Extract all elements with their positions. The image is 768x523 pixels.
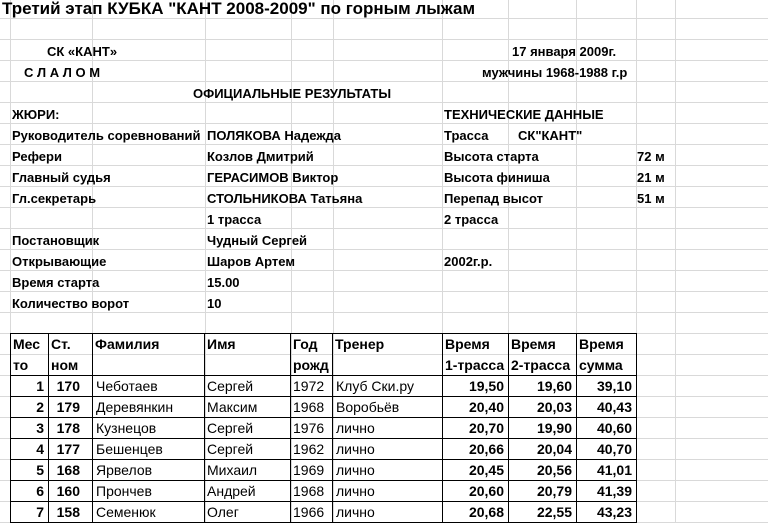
- column-header-sub: сумма: [579, 357, 623, 373]
- track-value: СК"КАНТ": [518, 128, 583, 143]
- table-cell-bib: 168: [56, 462, 80, 478]
- column-header: Время: [445, 336, 490, 352]
- table-cell-place: 1: [36, 378, 44, 394]
- table-cell-name: Максим: [207, 399, 258, 415]
- table-cell-t2: 22,55: [536, 504, 572, 520]
- table-cell-year: 1962: [293, 441, 325, 457]
- table-cell-surname: Чеботаев: [96, 378, 158, 394]
- tech-title: ТЕХНИЧЕСКИЕ ДАННЫЕ: [444, 107, 604, 122]
- jury-label: Руководитель соревнований: [12, 128, 201, 143]
- column-header: Тренер: [335, 336, 385, 352]
- table-cell-coach: лично: [336, 504, 375, 520]
- table-cell-sum: 41,39: [596, 483, 632, 499]
- table-cell-surname: Семенюк: [96, 504, 156, 520]
- table-cell-sum: 40,70: [596, 441, 632, 457]
- official-results-title: ОФИЦИАЛЬНЫЕ РЕЗУЛЬТАТЫ: [193, 86, 392, 101]
- table-cell-t1: 20,70: [468, 420, 504, 436]
- jury-value: ГЕРАСИМОВ Виктор: [207, 170, 339, 185]
- column-header-sub: то: [13, 357, 29, 373]
- table-cell-bib: 170: [56, 378, 80, 394]
- column-header: Мес: [13, 336, 41, 352]
- table-cell-place: 4: [36, 441, 44, 457]
- column-header-sub: ном: [51, 357, 79, 373]
- table-cell-coach: Клуб Ски.ру: [336, 378, 414, 394]
- table-cell-year: 1976: [293, 420, 325, 436]
- table-cell-t2: 19,60: [536, 378, 572, 394]
- table-cell-surname: Прончев: [96, 483, 152, 499]
- table-cell-place: 3: [36, 420, 44, 436]
- table-cell-surname: Бешенцев: [96, 441, 163, 457]
- table-cell-bib: 158: [56, 504, 80, 520]
- table-cell-year: 1968: [293, 483, 325, 499]
- table-cell-coach: лично: [336, 441, 375, 457]
- table-cell-t1: 20,40: [468, 399, 504, 415]
- table-cell-name: Михаил: [207, 462, 258, 478]
- table-cell-t1: 19,50: [468, 378, 504, 394]
- column-header-sub: 1-трасса: [445, 357, 505, 373]
- table-cell-name: Сергей: [207, 441, 254, 457]
- table-cell-place: 7: [36, 504, 44, 520]
- column-header: Время: [579, 336, 624, 352]
- column-header: Имя: [207, 336, 236, 352]
- tech-value: 72 м: [637, 149, 665, 164]
- column-header: Ст.: [51, 336, 71, 352]
- setter-value: Чудный Сергей: [207, 233, 308, 248]
- table-cell-t2: 20,04: [536, 441, 572, 457]
- table-cell-year: 1968: [293, 399, 325, 415]
- table-cell-sum: 40,60: [596, 420, 632, 436]
- table-cell-surname: Деревянкин: [96, 399, 174, 415]
- start-time-value: 15.00: [207, 275, 240, 290]
- jury-value: Козлов Дмитрий: [207, 149, 314, 164]
- table-cell-place: 6: [36, 483, 44, 499]
- table-cell-t1: 20,66: [468, 441, 504, 457]
- column-header-sub: 2-трасса: [511, 357, 571, 373]
- table-cell-year: 1966: [293, 504, 325, 520]
- table-cell-name: Андрей: [207, 483, 256, 499]
- column-header-sub: рожд: [293, 357, 329, 373]
- table-cell-sum: 40,43: [596, 399, 632, 415]
- jury-label: Гл.секретарь: [12, 191, 97, 206]
- tech-value: 21 м: [637, 170, 665, 185]
- table-cell-t2: 20,79: [536, 483, 572, 499]
- category: мужчины 1968-1988 г.р: [482, 65, 628, 80]
- run2-label: 2 трасса: [444, 212, 499, 227]
- table-cell-sum: 41,01: [596, 462, 632, 478]
- jury-value: ПОЛЯКОВА Надежда: [207, 128, 342, 143]
- start-time-label: Время старта: [12, 275, 100, 290]
- table-cell-t2: 20,03: [536, 399, 572, 415]
- table-cell-t1: 20,45: [468, 462, 504, 478]
- sheet-title: Третий этап КУБКА "КАНТ 2008-2009" по горным лыжам: [2, 0, 476, 18]
- table-cell-place: 5: [36, 462, 44, 478]
- jury-label: Главный судья: [12, 170, 111, 185]
- table-cell-name: Сергей: [207, 378, 254, 394]
- gates-label: Количество ворот: [12, 296, 130, 311]
- table-cell-year: 1969: [293, 462, 325, 478]
- table-cell-bib: 178: [56, 420, 80, 436]
- table-cell-bib: 177: [56, 441, 80, 457]
- column-header: Год: [293, 336, 318, 352]
- table-cell-coach: лично: [336, 420, 375, 436]
- column-header: Фамилия: [95, 336, 160, 352]
- table-cell-place: 2: [36, 399, 44, 415]
- event-date: 17 января 2009г.: [512, 44, 617, 59]
- tech-label: Высота финиша: [444, 170, 550, 185]
- column-header: Время: [511, 336, 556, 352]
- table-cell-coach: лично: [336, 483, 375, 499]
- table-cell-coach: лично: [336, 462, 375, 478]
- discipline: С Л А Л О М: [24, 65, 101, 80]
- run1-label: 1 трасса: [207, 212, 262, 227]
- forerunner-year: 2002г.р.: [444, 254, 493, 269]
- tech-label: Высота старта: [444, 149, 539, 164]
- track-label: Трасса: [444, 128, 489, 143]
- table-cell-sum: 43,23: [596, 504, 632, 520]
- forerunner-value: Шаров Артем: [207, 254, 295, 269]
- table-cell-sum: 39,10: [596, 378, 632, 394]
- jury-label: Рефери: [12, 149, 62, 164]
- table-cell-surname: Кузнецов: [96, 420, 157, 436]
- table-cell-t2: 19,90: [536, 420, 572, 436]
- tech-label: Перепад высот: [444, 191, 543, 206]
- jury-value: СТОЛЬНИКОВА Татьяна: [207, 191, 363, 206]
- setter-label: Постановщик: [12, 233, 100, 248]
- table-cell-name: Олег: [207, 504, 239, 520]
- table-cell-bib: 160: [56, 483, 80, 499]
- jury-title: ЖЮРИ:: [12, 107, 60, 122]
- table-cell-name: Сергей: [207, 420, 254, 436]
- gates-value: 10: [207, 296, 222, 311]
- table-cell-year: 1972: [293, 378, 325, 394]
- forerunner-label: Открывающие: [12, 254, 107, 269]
- club-name: СК «КАНТ»: [47, 44, 118, 59]
- table-cell-t2: 20,56: [536, 462, 572, 478]
- table-cell-coach: Воробьёв: [336, 399, 400, 415]
- table-cell-t1: 20,60: [468, 483, 504, 499]
- table-cell-surname: Ярвелов: [96, 462, 153, 478]
- tech-value: 51 м: [637, 191, 665, 206]
- table-cell-t1: 20,68: [468, 504, 504, 520]
- table-cell-bib: 179: [56, 399, 80, 415]
